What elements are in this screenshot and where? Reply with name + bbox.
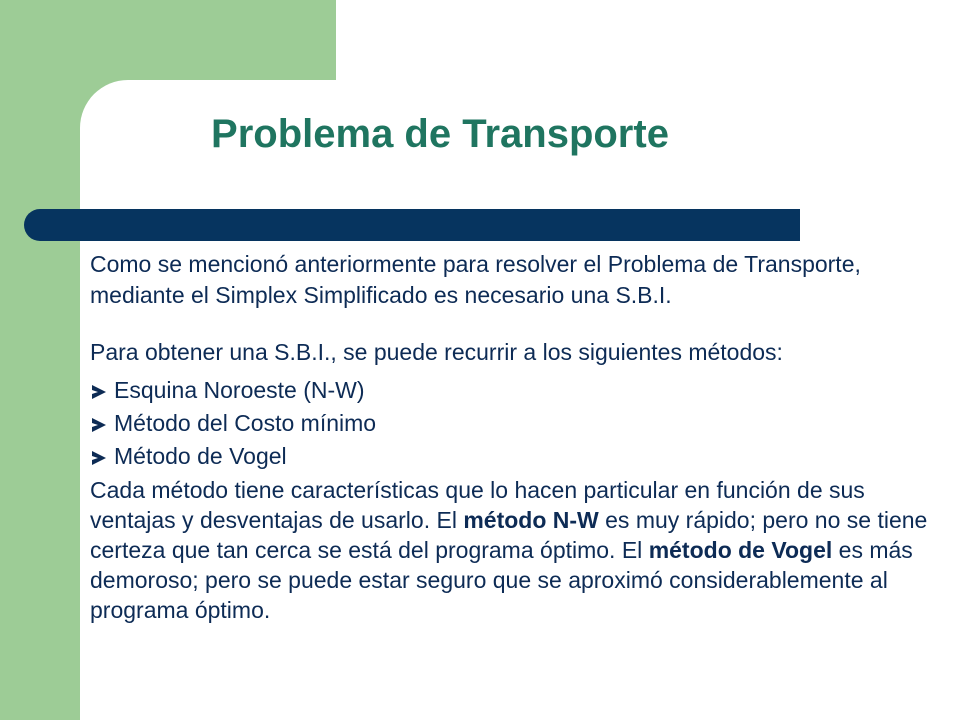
arrow-right-icon bbox=[92, 385, 106, 399]
list-item bbox=[90, 374, 940, 407]
intro-paragraph: Como se mencionó anteriormente para resolver el Problema de Transporte, mediante el Simplex Simplificado es necesario una S.B.I. bbox=[90, 251, 861, 308]
list-item bbox=[90, 407, 940, 440]
comparison-text-2: es muy rápido; pero no se tiene certeza que tan cerca se está del programa óptimo. El bbox=[90, 507, 928, 563]
comparison-paragraph bbox=[90, 475, 940, 625]
comparison-text-1: Cada método tiene características que lo hacen particular en función de sus ventajas y desventajas de usarlo. El bbox=[90, 477, 865, 533]
methods-intro-paragraph: Para obtener una S.B.I., se puede recurrir a los siguientes métodos: bbox=[90, 339, 783, 365]
arrow-right-icon bbox=[92, 451, 106, 465]
list-item-label: Método del Costo mínimo bbox=[114, 410, 377, 436]
slide-title: Problema de Transporte bbox=[211, 112, 669, 156]
comparison-text-3: es más demoroso; pero se puede estar seguro que se aproximó considerablemente al programa óptimo. bbox=[90, 537, 913, 623]
slide-body bbox=[90, 249, 940, 625]
method-nw-emphasis: método N-W bbox=[463, 507, 599, 533]
list-item-label: Esquina Noroeste (N-W) bbox=[114, 377, 365, 403]
methods-list bbox=[90, 374, 940, 473]
method-vogel-emphasis: método de Vogel bbox=[648, 537, 833, 563]
arrow-right-icon bbox=[92, 418, 106, 432]
list-item bbox=[90, 440, 940, 473]
title-underline-bar bbox=[24, 209, 800, 241]
list-item-label: Método de Vogel bbox=[114, 443, 287, 469]
